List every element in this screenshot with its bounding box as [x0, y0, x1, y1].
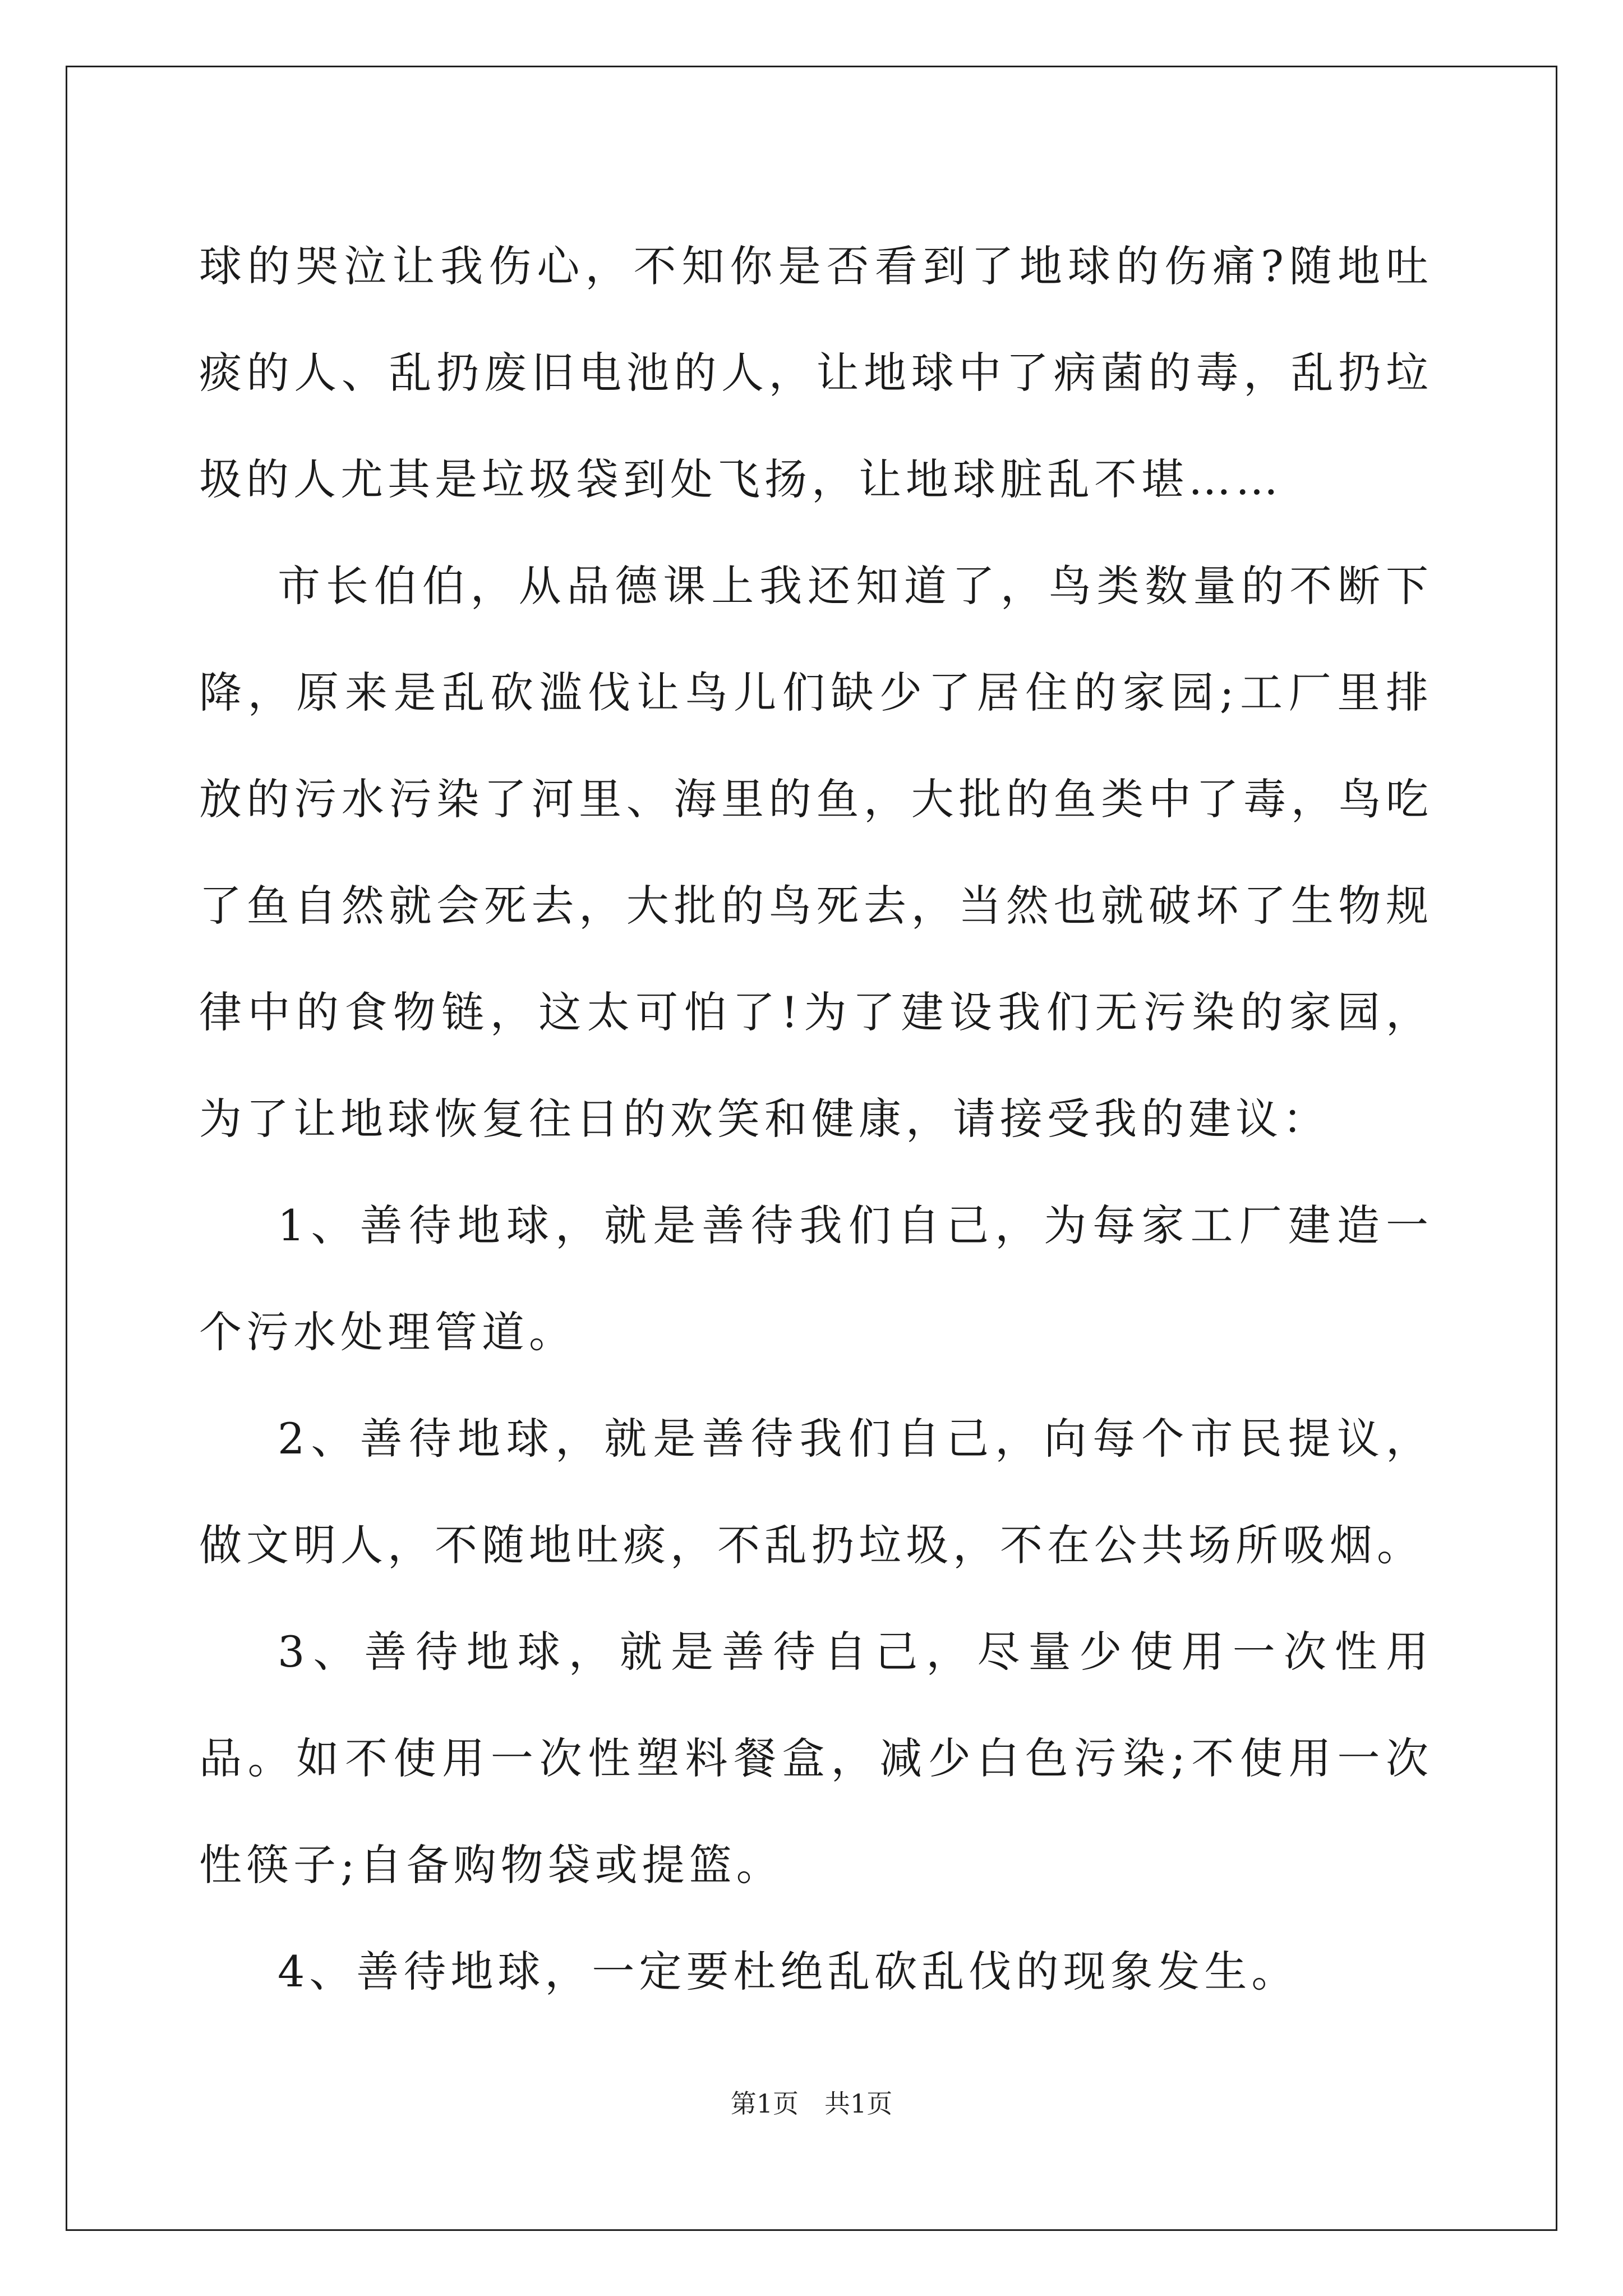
page-number-footer: 第1页 共1页 — [730, 2088, 893, 2119]
paragraph-4: 2、善待地球，就是善待我们自己，向每个市民提议，做文明人，不随地吐痰，不乱扔垃圾，不在公共场所吸烟。 — [199, 1414, 1433, 1570]
paragraph-5: 3、善待地球，就是善待自己，尽量少使用一次性用品。如不使用一次性塑料餐盒，减少白色污染;不使用一次性筷子;自备购物袋或提篮。 — [199, 1627, 1433, 1890]
document-body — [199, 213, 1433, 2025]
paragraph-1: 球的哭泣让我伤心，不知你是否看到了地球的伤痛?随地吐痰的人、乱扔废旧电池的人，让地球中了病菌的毒，乱扔垃圾的人尤其是垃圾袋到处飞扬，让地球脏乱不堪…… — [199, 241, 1433, 504]
paragraph-2: 市长伯伯，从品德课上我还知道了，鸟类数量的不断下降，原来是乱砍滥伐让鸟儿们缺少了居住的家园;工厂里排放的污水污染了河里、海里的鱼，大批的鱼类中了毒，鸟吃了鱼自然就会死去，大批的鸟死去，当然也就破坏了生物规律中的食物链，这太可怕了!为了建设我们无污染的家园，为了让地球恢复往日的欢笑和健康，请接受我的建议： — [199, 561, 1433, 1144]
paragraph-3: 1、善待地球，就是善待我们自己，为每家工厂建造一个污水处理管道。 — [199, 1200, 1433, 1357]
paragraph-6: 4、善待地球，一定要杜绝乱砍乱伐的现象发生。 — [278, 1947, 1299, 1996]
